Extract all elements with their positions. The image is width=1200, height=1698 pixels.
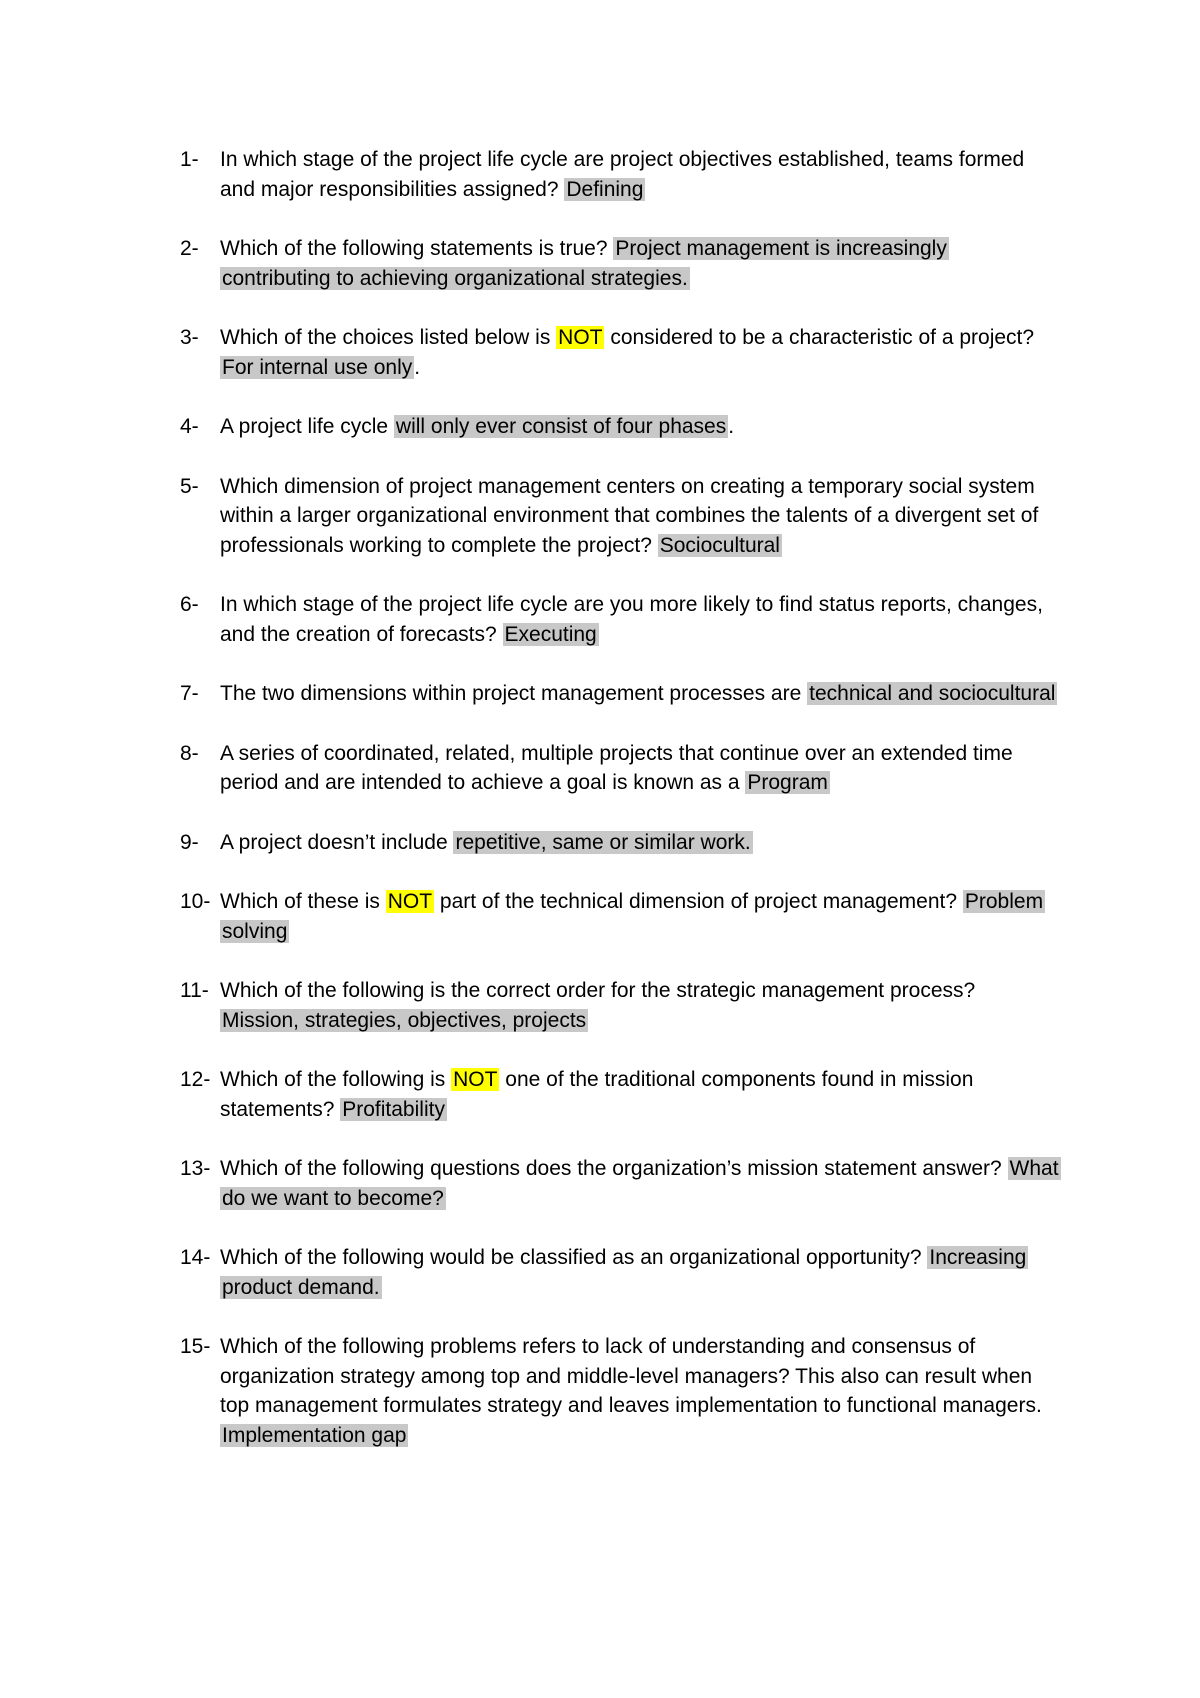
question-item: [180, 590, 1060, 649]
question-text-segment: In which stage of the project life cycle are you more likely to find status reports, changes, and the creation of forecasts?: [220, 593, 1043, 646]
answer-highlight: Executing: [504, 622, 597, 646]
question-text: [220, 1243, 1060, 1302]
question-number: 13-: [180, 1157, 211, 1180]
question-text: [220, 739, 1060, 798]
answer-highlight: For internal use only: [222, 355, 413, 379]
question-number: 9-: [180, 830, 199, 854]
answer-highlight: Increasing product demand.: [222, 1246, 1027, 1299]
answer-highlight: Defining: [566, 177, 644, 201]
question-number: 12-: [180, 1068, 211, 1091]
question-text: [220, 323, 1060, 382]
answer-highlight: Sociocultural: [659, 533, 780, 557]
question-text: [220, 679, 1060, 709]
question-text: [220, 145, 1060, 204]
question-item: [180, 828, 1060, 858]
question-number: 3-: [180, 326, 199, 349]
question-text: [220, 412, 1060, 442]
question-text: [220, 1065, 1060, 1124]
question-text: [220, 887, 1060, 946]
question-item: [180, 739, 1060, 798]
question-text: [220, 590, 1060, 649]
question-text-segment: A project life cycle: [220, 415, 394, 438]
answer-highlight: Mission, strategies, objectives, projects: [222, 1008, 587, 1032]
question-text-segment: Which of the following problems refers to lack of understanding and consensus of organization strategy among top and middle-level managers? This also can result when top management formulates strategy and leaves implementation to functional managers.: [220, 1335, 1042, 1417]
question-number: 15-: [180, 1335, 211, 1358]
question-text-segment: Which of these is: [220, 890, 386, 913]
question-number: 11-: [180, 979, 209, 1002]
question-item: [180, 472, 1060, 561]
question-number: 2-: [180, 237, 199, 260]
question-text-segment: .: [728, 415, 735, 438]
question-text: [220, 1154, 1060, 1213]
question-number: 4-: [180, 415, 199, 438]
answer-highlight: What do we want to become?: [222, 1157, 1059, 1210]
question-text-segment: A project doesn’t include: [220, 830, 454, 854]
question-item: [180, 1154, 1060, 1213]
question-text-segment: Which of the following is: [220, 1068, 452, 1091]
question-number: 5-: [180, 474, 199, 498]
question-item: [180, 1332, 1060, 1450]
question-text-segment: A series of coordinated, related, multiple projects that continue over an extended time period and are intended to achieve a goal is known as a: [220, 741, 1013, 794]
question-text-segment: Which dimension of project management centers on creating a temporary social system within a larger organizational environment that combines the talents of a divergent set of professionals working to complete the project?: [220, 474, 1039, 557]
question-text-segment: part of the technical dimension of project management?: [434, 890, 963, 913]
question-text-segment: The two dimensions within project management processes are: [220, 682, 808, 705]
question-text: [220, 828, 1060, 858]
question-number: 6-: [180, 593, 199, 616]
question-text-segment: Which of the following is the correct order for the strategic management process?: [220, 979, 976, 1002]
answer-highlight: Profitability: [342, 1097, 445, 1121]
question-item: [180, 1243, 1060, 1302]
question-item: [180, 323, 1060, 382]
answer-highlight: Problem solving: [222, 890, 1044, 943]
question-item: [180, 976, 1060, 1035]
not-emphasis: NOT: [558, 326, 603, 349]
question-item: [180, 1065, 1060, 1124]
answer-highlight: technical and sociocultural: [809, 682, 1056, 705]
question-text: [220, 976, 1060, 1035]
question-text: [220, 234, 1060, 293]
question-item: [180, 887, 1060, 946]
question-item: [180, 679, 1060, 709]
answer-highlight: Implementation gap: [222, 1423, 407, 1447]
question-text-segment: one of the traditional components found in mission statements?: [220, 1068, 974, 1121]
question-text-segment: Which of the following questions does the organization’s mission statement answer?: [220, 1157, 1008, 1180]
question-text: [220, 1332, 1060, 1450]
question-text: [220, 472, 1060, 561]
question-text-segment: In which stage of the project life cycle are project objectives established, teams formed and major responsibilities assigned?: [220, 148, 1025, 201]
answer-highlight: will only ever consist of four phases: [395, 415, 727, 438]
question-text-segment: Which of the following statements is true?: [220, 237, 614, 260]
answer-highlight: Program: [747, 771, 828, 794]
question-number: 8-: [180, 741, 199, 765]
not-emphasis: NOT: [387, 890, 433, 913]
question-item: [180, 234, 1060, 293]
question-list: [180, 145, 1060, 1480]
not-emphasis: NOT: [453, 1068, 498, 1091]
answer-highlight: Project management is increasingly contributing to achieving organizational strategies.: [222, 237, 947, 290]
question-item: [180, 412, 1060, 442]
question-number: 14-: [180, 1246, 211, 1269]
question-number: 10-: [180, 890, 211, 913]
question-text-segment: Which of the choices listed below is: [220, 326, 557, 349]
question-text-segment: .: [414, 355, 421, 379]
question-number: 1-: [180, 148, 199, 171]
question-item: [180, 145, 1060, 204]
answer-highlight: repetitive, same or similar work.: [455, 830, 751, 854]
question-number: 7-: [180, 682, 199, 705]
question-text-segment: Which of the following would be classified as an organizational opportunity?: [220, 1246, 928, 1269]
question-text-segment: considered to be a characteristic of a project?: [604, 326, 1035, 349]
